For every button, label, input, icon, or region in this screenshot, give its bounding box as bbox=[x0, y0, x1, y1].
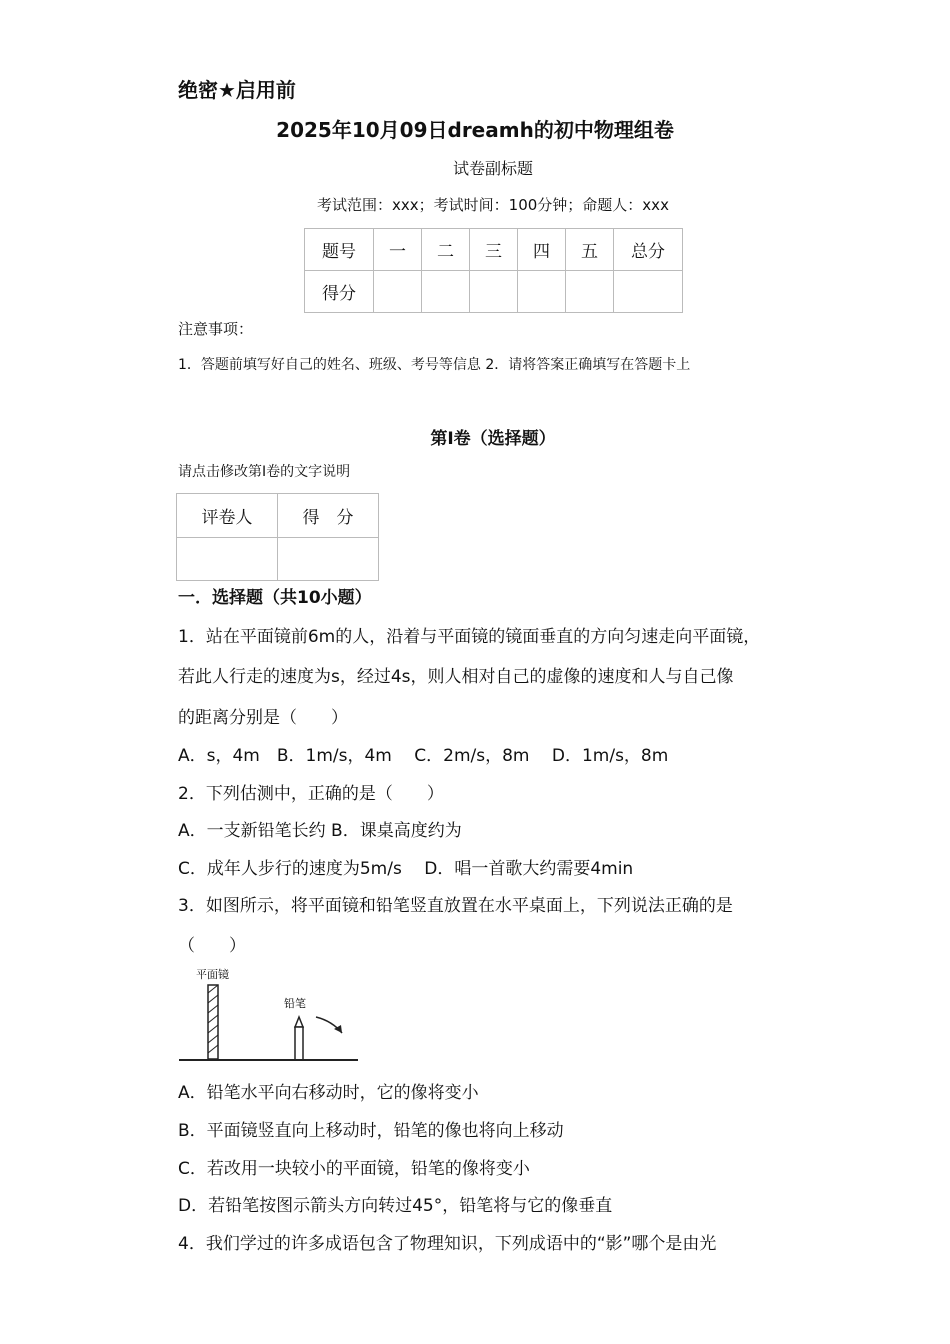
exam-info: 考试范围：xxx；考试时间：100分钟；命题人：xxx bbox=[317, 196, 669, 214]
grader-reviewer-label: 评卷人 bbox=[177, 494, 278, 538]
score-header-cell: 五 bbox=[566, 229, 614, 271]
question-1-stem-line1: 1．站在平面镜前6m的人，沿着与平面镜的镜面垂直的方向匀速走向平面镜， bbox=[178, 627, 761, 647]
score-header-cell: 总分 bbox=[614, 229, 683, 271]
grader-score-label: 得 分 bbox=[278, 494, 379, 538]
grader-score-cell[interactable] bbox=[278, 538, 379, 581]
score-table-header-row bbox=[305, 229, 683, 271]
pencil-tip bbox=[295, 1017, 303, 1027]
score-cell[interactable] bbox=[470, 271, 518, 313]
question-type-heading: 一．选择题（共10小题） bbox=[178, 588, 372, 608]
pencil-body bbox=[295, 1027, 303, 1060]
score-cell[interactable] bbox=[518, 271, 566, 313]
pencil-label: 铅笔 bbox=[284, 997, 306, 1010]
score-header-cell: 题号 bbox=[305, 229, 374, 271]
score-table bbox=[304, 228, 683, 313]
question-3-stem-line1: 3．如图所示，将平面镜和铅笔竖直放置在水平桌面上，下列说法正确的是 bbox=[178, 896, 733, 916]
notice-items: 1．答题前填写好自己的姓名、班级、考号等信息 2．请将答案正确填写在答题卡上 bbox=[178, 357, 691, 373]
score-cell[interactable] bbox=[566, 271, 614, 313]
question-3-stem-line2: （ ） bbox=[178, 936, 246, 956]
section-note: 请点击修改第Ⅰ卷的文字说明 bbox=[178, 464, 351, 480]
question-2-options-ab: A．一支新铅笔长约 B．课桌高度约为 bbox=[178, 821, 462, 841]
score-cell[interactable] bbox=[422, 271, 470, 313]
section-title: 第Ⅰ卷（选择题） bbox=[430, 429, 556, 449]
notice-title: 注意事项： bbox=[178, 320, 254, 338]
score-header-cell: 一 bbox=[374, 229, 422, 271]
paper-title: 2025年10月09日dreamh的初中物理组卷 bbox=[276, 118, 674, 142]
score-header-cell: 四 bbox=[518, 229, 566, 271]
question-2-stem: 2．下列估测中，正确的是（ ） bbox=[178, 784, 444, 804]
question-2-options-cd: C．成年人步行的速度为5m/s D．唱一首歌大约需要4min bbox=[178, 859, 634, 879]
question-1-stem-line3: 的距离分别是（ ） bbox=[178, 708, 348, 728]
grader-reviewer-cell[interactable] bbox=[177, 538, 278, 581]
question-3-option-c: C．若改用一块较小的平面镜，铅笔的像将变小 bbox=[178, 1159, 530, 1179]
paper-subtitle: 试卷副标题 bbox=[452, 159, 533, 178]
mirror-pencil-figure bbox=[176, 963, 361, 1065]
question-3-option-d: D．若铅笔按图示箭头方向转过45°，铅笔将与它的像垂直 bbox=[178, 1196, 613, 1216]
grader-table bbox=[176, 493, 379, 581]
score-header-cell: 二 bbox=[422, 229, 470, 271]
score-header-cell: 三 bbox=[470, 229, 518, 271]
score-table-score-row bbox=[305, 271, 683, 313]
confidential-mark: 绝密★启用前 bbox=[178, 78, 296, 102]
mirror-label: 平面镜 bbox=[196, 968, 229, 981]
question-1-stem-line2: 若此人行走的速度为s，经过4s，则人相对自己的虚像的速度和人与自己像 bbox=[178, 667, 734, 687]
question-3-option-b: B．平面镜竖直向上移动时，铅笔的像也将向上移动 bbox=[178, 1121, 564, 1141]
score-cell[interactable] bbox=[374, 271, 422, 313]
score-cell[interactable] bbox=[614, 271, 683, 313]
score-row-label: 得分 bbox=[305, 271, 374, 313]
question-3-option-a: A．铅笔水平向右移动时，它的像将变小 bbox=[178, 1083, 479, 1103]
question-4-stem-line1: 4．我们学过的许多成语包含了物理知识，下列成语中的“影”哪个是由光 bbox=[178, 1234, 717, 1254]
question-1-options: A．s，4m B．1m/s，4m C．2m/s，8m D．1m/s，8m bbox=[178, 746, 669, 766]
